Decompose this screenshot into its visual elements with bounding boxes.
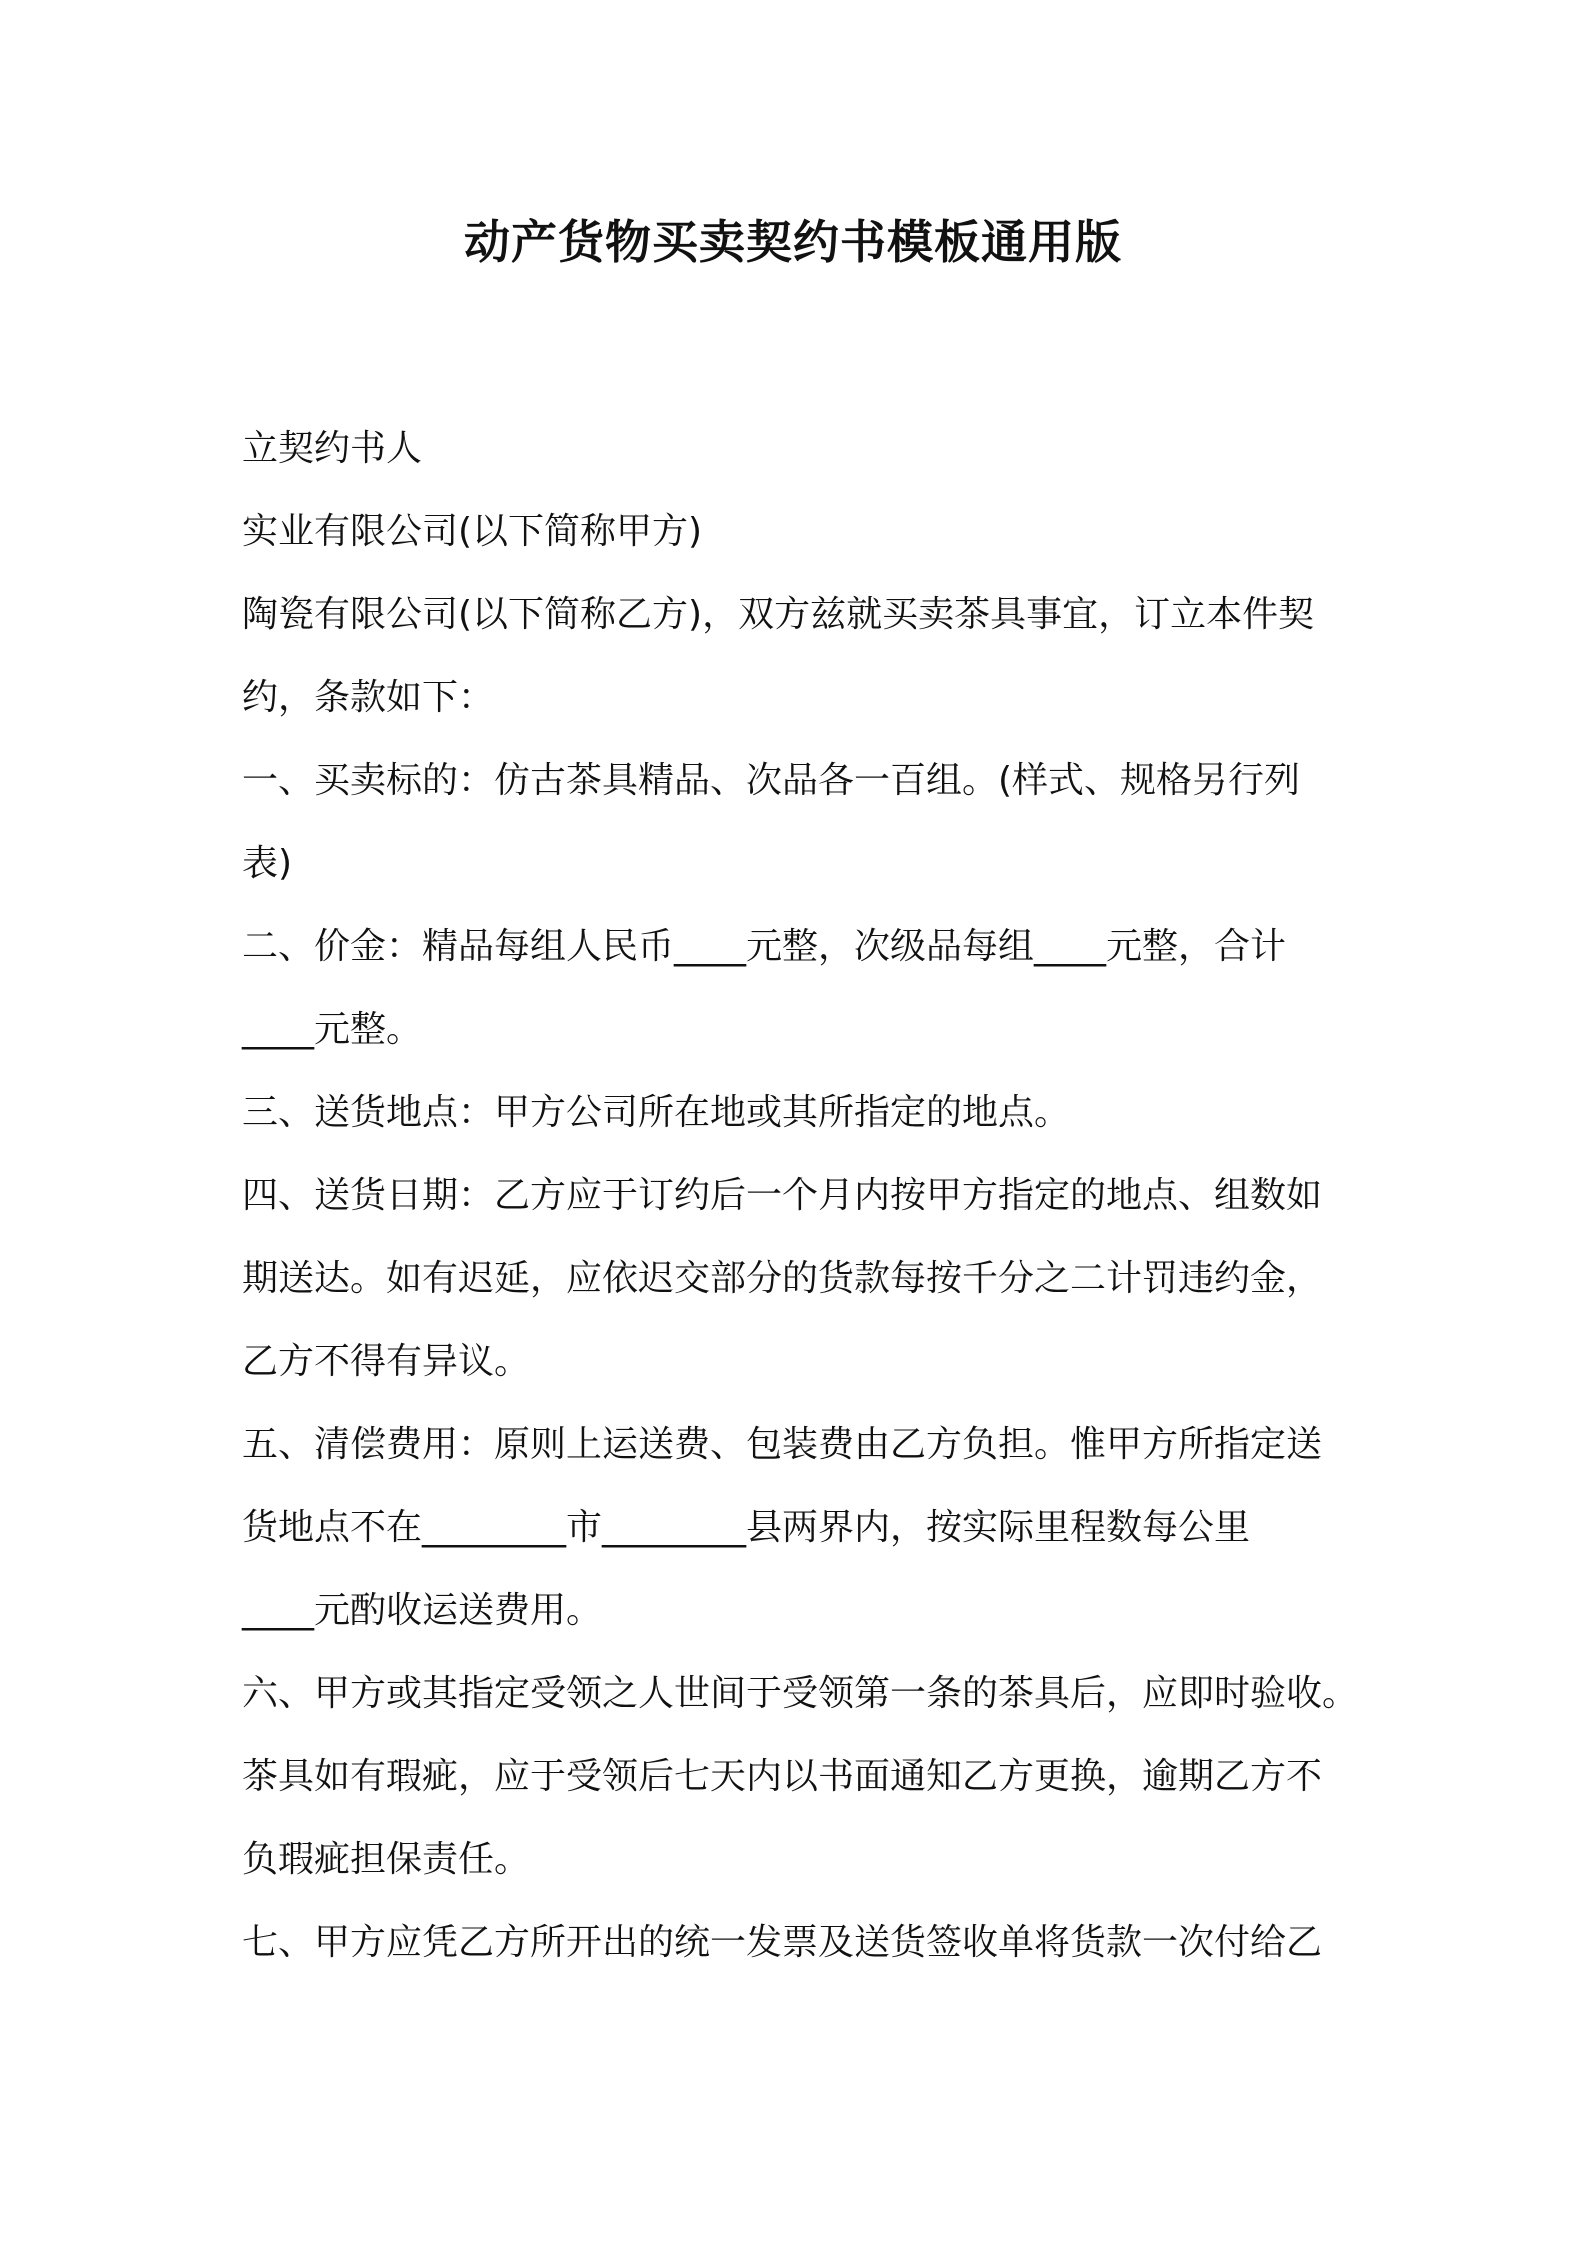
line-parties-heading: 立契约书人 <box>242 428 423 469</box>
line-clause-5: 五、清偿费用：原则上运送费、包装费由乙方负担。惟甲方所指定送 <box>242 1424 1323 1465</box>
line-party-a: 实业有限公司(以下简称甲方) <box>242 511 703 552</box>
line-clause-4-cont-2: 乙方不得有异议。 <box>242 1341 531 1382</box>
line-clause-2-cont: ____元整。 <box>242 1009 423 1050</box>
line-clause-1-cont: 表) <box>242 843 293 884</box>
line-clause-6: 六、甲方或其指定受领之人世间于受领第一条的茶具后，应即时验收。 <box>242 1673 1359 1714</box>
line-clause-4: 四、送货日期：乙方应于订约后一个月内按甲方指定的地点、组数如 <box>242 1175 1323 1216</box>
line-clause-1: 一、买卖标的：仿古茶具精品、次品各一百组。(样式、规格另行列 <box>242 760 1301 801</box>
document-body <box>242 407 1359 1984</box>
line-clause-6-cont-2: 负瑕疵担保责任。 <box>242 1839 531 1880</box>
line-clause-5-cont-2: ____元酌收运送费用。 <box>242 1590 603 1631</box>
line-clause-6-cont-1: 茶具如有瑕疵，应于受领后七天内以书面通知乙方更换，逾期乙方不 <box>242 1756 1323 1797</box>
line-clause-3: 三、送货地点：甲方公司所在地或其所指定的地点。 <box>242 1092 1071 1133</box>
line-party-b: 陶瓷有限公司(以下简称乙方)，双方兹就买卖茶具事宜，订立本件契 <box>242 594 1315 635</box>
line-party-b-cont: 约，条款如下： <box>242 677 495 718</box>
document-title: 动产货物买卖契约书模板通用版 <box>464 215 1122 269</box>
line-clause-2: 二、价金：精品每组人民币____元整，次级品每组____元整，合计 <box>242 926 1287 967</box>
line-clause-5-cont-1: 货地点不在________市________县两界内，按实际里程数每公里 <box>242 1507 1251 1548</box>
line-clause-4-cont-1: 期送达。如有迟延，应依迟交部分的货款每按千分之二计罚违约金， <box>242 1258 1323 1299</box>
line-clause-7: 七、甲方应凭乙方所开出的统一发票及送货签收单将货款一次付给乙 <box>242 1922 1323 1963</box>
